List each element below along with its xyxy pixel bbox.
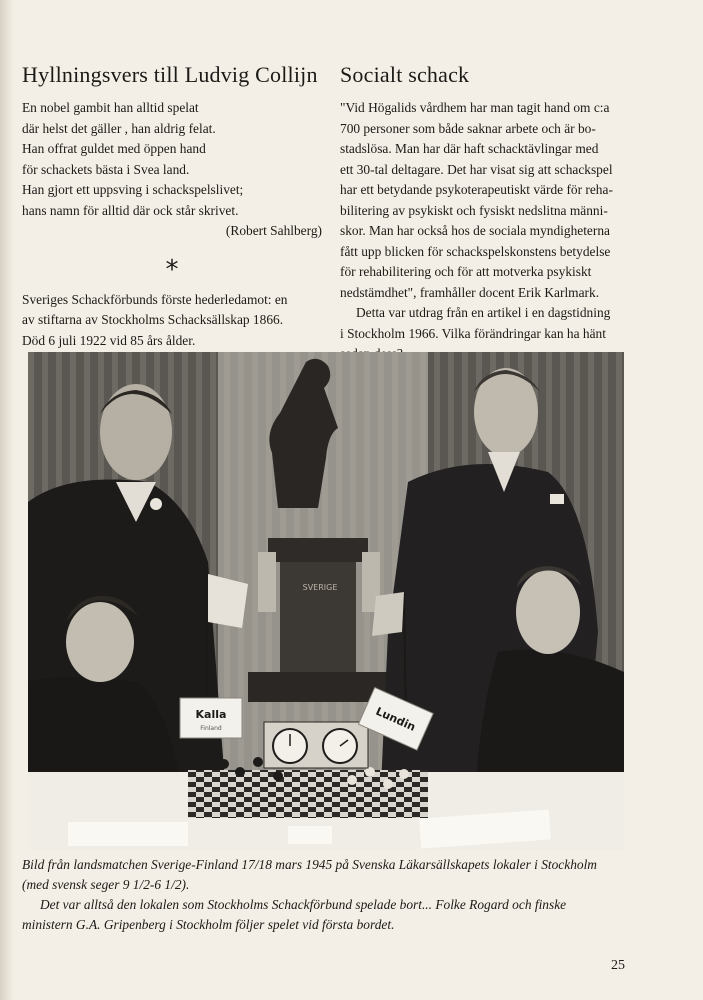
name-card-right-label: Lundin xyxy=(373,704,418,734)
paper-sheet-left xyxy=(68,822,188,846)
poem-title: Hyllningsvers till Ludvig Collijn xyxy=(22,62,318,87)
bio-line: Död 6 juli 1922 vid 85 års ålder. xyxy=(22,332,196,348)
trophy-plaque: SVERIGE xyxy=(302,583,338,592)
chess-clock xyxy=(264,722,368,768)
bio-line: av stiftarna av Stockholms Schacksällskap 1866. xyxy=(22,312,284,327)
poem-line: Han gjort ett uppsving i schackspelslivet; xyxy=(22,182,244,197)
name-card-left-country: Finland xyxy=(200,725,222,732)
caption-line: ministern G.A. Gripenberg i Stockholm följer spelet vid första bordet. xyxy=(22,917,395,932)
chessboard xyxy=(188,770,428,818)
article-line: skor. Man har också hos de sociala myndigheterna xyxy=(340,223,610,238)
left-column xyxy=(22,62,322,351)
caption-line: Det var alltså den lokalen som Stockholms Schackförbund spelade bort... Folke Rogard och finske xyxy=(40,897,567,912)
article-line: har ett betydande psykoterapeutiskt värde för reha- xyxy=(340,182,613,197)
page-number: 25 xyxy=(611,958,625,973)
article-line: stadslösa. Man har där haft schacktävlingar med xyxy=(340,141,599,156)
article-line: Detta var utdrag från en artikel i en dagstidning xyxy=(356,305,611,320)
article-line: fått upp blicken för schackspelskonstens betydelse xyxy=(340,243,611,259)
bio-line: Sveriges Schackförbunds förste hederledamot: en xyxy=(22,291,288,307)
name-card-left-label: Kalla xyxy=(195,708,227,721)
article-line: bilitering av psykiskt och fysiskt nedslitna männi- xyxy=(340,202,608,218)
poem-line: hans namn för alltid där ock står skrivet. xyxy=(22,202,239,218)
name-card-left xyxy=(180,698,242,738)
article-line: ett 30-tal deltagare. Det har visat sig att schackspel xyxy=(340,161,613,177)
bio-note xyxy=(22,290,322,352)
asterisk-separator: * xyxy=(165,254,179,285)
poem-line: där helst det gäller , han aldrig felat. xyxy=(22,120,216,136)
chess-match-photo xyxy=(28,352,624,850)
article-body xyxy=(340,98,640,365)
caption-line: (med svensk seger 9 1/2-6 1/2). xyxy=(22,877,190,892)
article-title: Socialt schack xyxy=(340,62,470,87)
article-line: 700 personer som både saknar arbete och är bo- xyxy=(340,120,596,136)
right-column xyxy=(340,62,640,365)
poem-line: En nobel gambit han alltid spelat xyxy=(22,100,199,115)
article-line: för rehabilitering och för att motverka psykiskt xyxy=(340,264,592,279)
article-line: "Vid Högalids vårdhem har man tagit hand om c:a xyxy=(340,100,610,115)
poem-line: för schackets bästa i Svea land. xyxy=(22,161,190,177)
poem-signature: (Robert Sahlberg) xyxy=(225,223,322,238)
page-binding-shadow xyxy=(0,0,14,1000)
caption-line: Bild från landsmatchen Sverige-Finland 17/18 mars 1945 på Svenska Läkarsällskapets lokaler i Stockholm xyxy=(22,857,597,872)
article-line: nedstämdhet", framhåller docent Erik Karlmark. xyxy=(340,284,600,300)
score-card xyxy=(288,826,332,844)
photo-illustration xyxy=(28,352,624,850)
poem-line: Han offrat guldet med öppen hand xyxy=(22,141,206,156)
poem xyxy=(22,98,322,242)
photo-caption xyxy=(22,855,632,935)
article-line: i Stockholm 1966. Vilka förändringar kan ha hänt xyxy=(340,325,606,341)
